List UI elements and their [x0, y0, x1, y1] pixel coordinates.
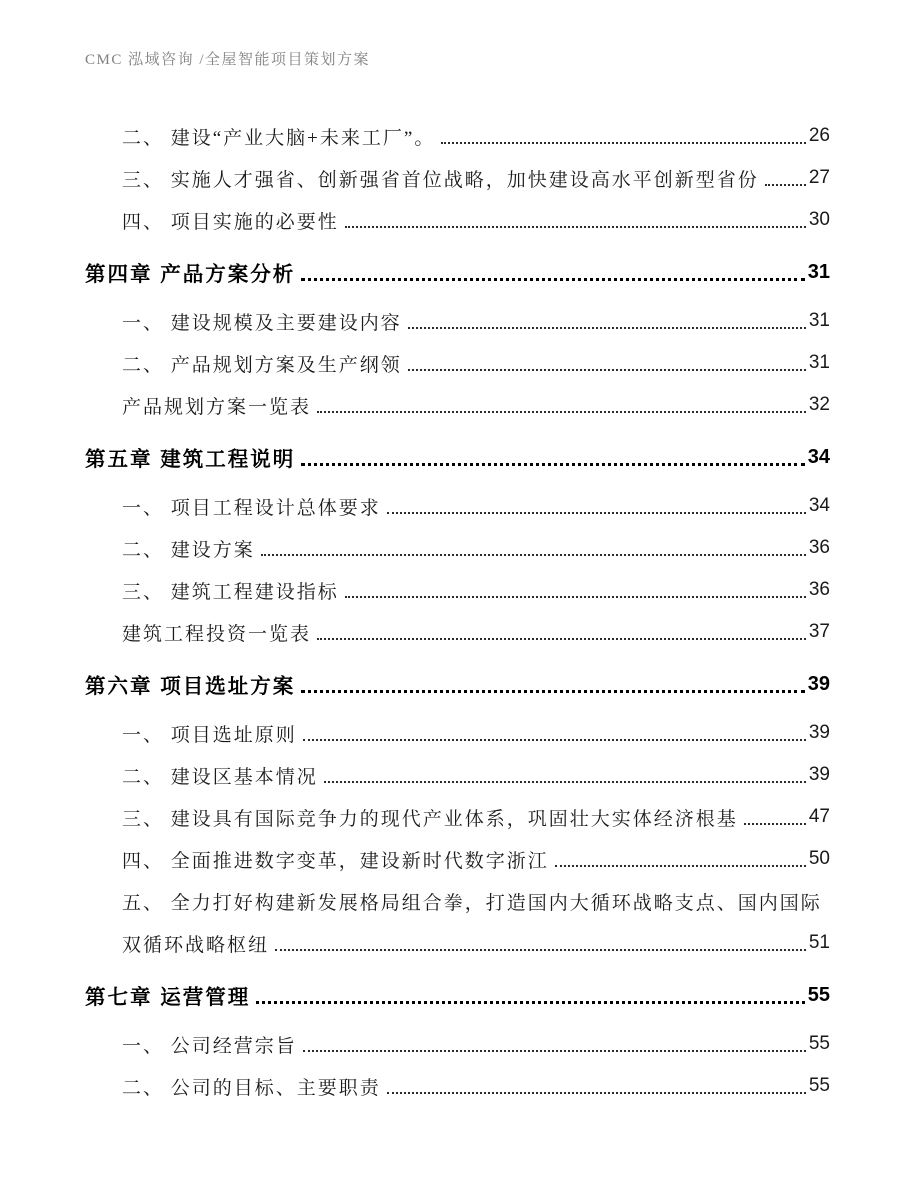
toc-item-entry [85, 611, 830, 653]
toc-page-number: 55 [807, 983, 830, 1006]
toc-dot-leader [301, 278, 805, 281]
table-of-contents [85, 115, 830, 1107]
toc-chapter-entry [85, 974, 830, 1016]
toc-chapter-entry [85, 436, 830, 478]
toc-item-entry [85, 754, 830, 796]
toc-dot-leader [345, 596, 806, 598]
toc-dot-leader [408, 327, 806, 329]
toc-item-entry [85, 796, 830, 838]
toc-entry-text: 二、 产品规划方案及生产纲领 [122, 354, 402, 376]
toc-dot-leader [256, 1001, 805, 1004]
toc-page-number: 47 [808, 806, 830, 827]
document-header: CMC 泓域咨询 /全屋智能项目策划方案 [85, 52, 371, 68]
toc-entry-text: 建筑工程投资一览表 [122, 623, 312, 645]
toc-dot-leader [555, 865, 806, 867]
toc-entry-text: 双循环战略枢纽 [122, 934, 270, 956]
toc-page-number: 39 [807, 672, 830, 695]
toc-page-number: 50 [808, 848, 830, 869]
toc-entry-text: 五、 全力打好构建新发展格局组合拳，打造国内大循环战略支点、国内国际 [122, 892, 822, 914]
toc-dot-leader [765, 184, 806, 186]
toc-dot-leader [345, 226, 806, 228]
toc-dot-leader [303, 739, 806, 741]
toc-entry-text: 一、 公司经营宗旨 [122, 1035, 297, 1057]
toc-entry-text: 第四章 产品方案分析 [85, 263, 296, 286]
toc-item-entry [85, 300, 830, 342]
toc-item-entry [85, 569, 830, 611]
toc-entry-text: 四、 项目实施的必要性 [122, 211, 339, 233]
toc-chapter-entry [85, 663, 830, 705]
toc-entry-text: 产品规划方案一览表 [122, 396, 312, 418]
toc-entry-text: 一、 项目选址原则 [122, 724, 297, 746]
toc-page-number: 37 [808, 621, 830, 642]
toc-page-number: 31 [807, 260, 830, 283]
toc-page-number: 30 [808, 209, 830, 230]
toc-dot-leader [387, 1092, 806, 1094]
toc-dot-leader [317, 411, 806, 413]
toc-entry-text: 二、 公司的目标、主要职责 [122, 1077, 381, 1099]
toc-entry-text: 二、 建设区基本情况 [122, 766, 318, 788]
toc-entry-text: 第五章 建筑工程说明 [85, 448, 296, 471]
toc-item-entry [85, 527, 830, 569]
toc-dot-leader [324, 781, 806, 783]
toc-dot-leader [303, 1050, 806, 1052]
toc-page-number: 51 [808, 932, 830, 953]
toc-dot-leader [261, 554, 806, 556]
toc-dot-leader [317, 638, 806, 640]
toc-page-number: 36 [808, 537, 830, 558]
toc-item-entry [85, 712, 830, 754]
toc-dot-leader [408, 369, 806, 371]
toc-entry-text: 三、 实施人才强省、创新强省首位战略，加快建设高水平创新型省份 [122, 169, 759, 191]
toc-item-entry [85, 342, 830, 384]
toc-entry-text: 一、 项目工程设计总体要求 [122, 497, 381, 519]
toc-dot-leader [275, 949, 806, 951]
toc-page-number: 36 [808, 579, 830, 600]
toc-dot-leader [387, 512, 806, 514]
toc-page-number: 34 [808, 495, 830, 516]
toc-page-number: 27 [808, 167, 830, 188]
toc-item-entry [85, 922, 830, 964]
toc-item-entry [85, 880, 830, 922]
toc-chapter-entry [85, 251, 830, 293]
toc-item-entry [85, 485, 830, 527]
toc-entry-text: 第七章 运营管理 [85, 986, 251, 1009]
toc-item-entry [85, 115, 830, 157]
toc-item-entry [85, 838, 830, 880]
toc-page-number: 39 [808, 722, 830, 743]
toc-entry-text: 三、 建筑工程建设指标 [122, 581, 339, 603]
toc-dot-leader [301, 690, 805, 693]
toc-dot-leader [744, 823, 806, 825]
toc-page-number: 31 [808, 310, 830, 331]
toc-entry-text: 一、 建设规模及主要建设内容 [122, 312, 402, 334]
toc-dot-leader [441, 142, 806, 144]
toc-dot-leader [301, 463, 805, 466]
toc-entry-text: 二、 建设方案 [122, 539, 255, 561]
toc-page-number: 31 [808, 352, 830, 373]
toc-page-number: 32 [808, 394, 830, 415]
toc-item-entry [85, 1023, 830, 1065]
toc-item-entry [85, 199, 830, 241]
toc-page-number: 34 [807, 445, 830, 468]
toc-page-number: 26 [808, 125, 830, 146]
toc-page-number: 39 [808, 764, 830, 785]
toc-item-entry [85, 1065, 830, 1107]
toc-page-number: 55 [808, 1033, 830, 1054]
toc-item-entry [85, 157, 830, 199]
toc-entry-text: 二、 建设“产业大脑+未来工厂”。 [122, 127, 436, 149]
toc-entry-text: 第六章 项目选址方案 [85, 675, 296, 698]
toc-item-entry [85, 384, 830, 426]
toc-entry-text: 三、 建设具有国际竞争力的现代产业体系，巩固壮大实体经济根基 [122, 808, 738, 830]
toc-page-number: 55 [808, 1075, 830, 1096]
toc-entry-text: 四、 全面推进数字变革，建设新时代数字浙江 [122, 850, 549, 872]
